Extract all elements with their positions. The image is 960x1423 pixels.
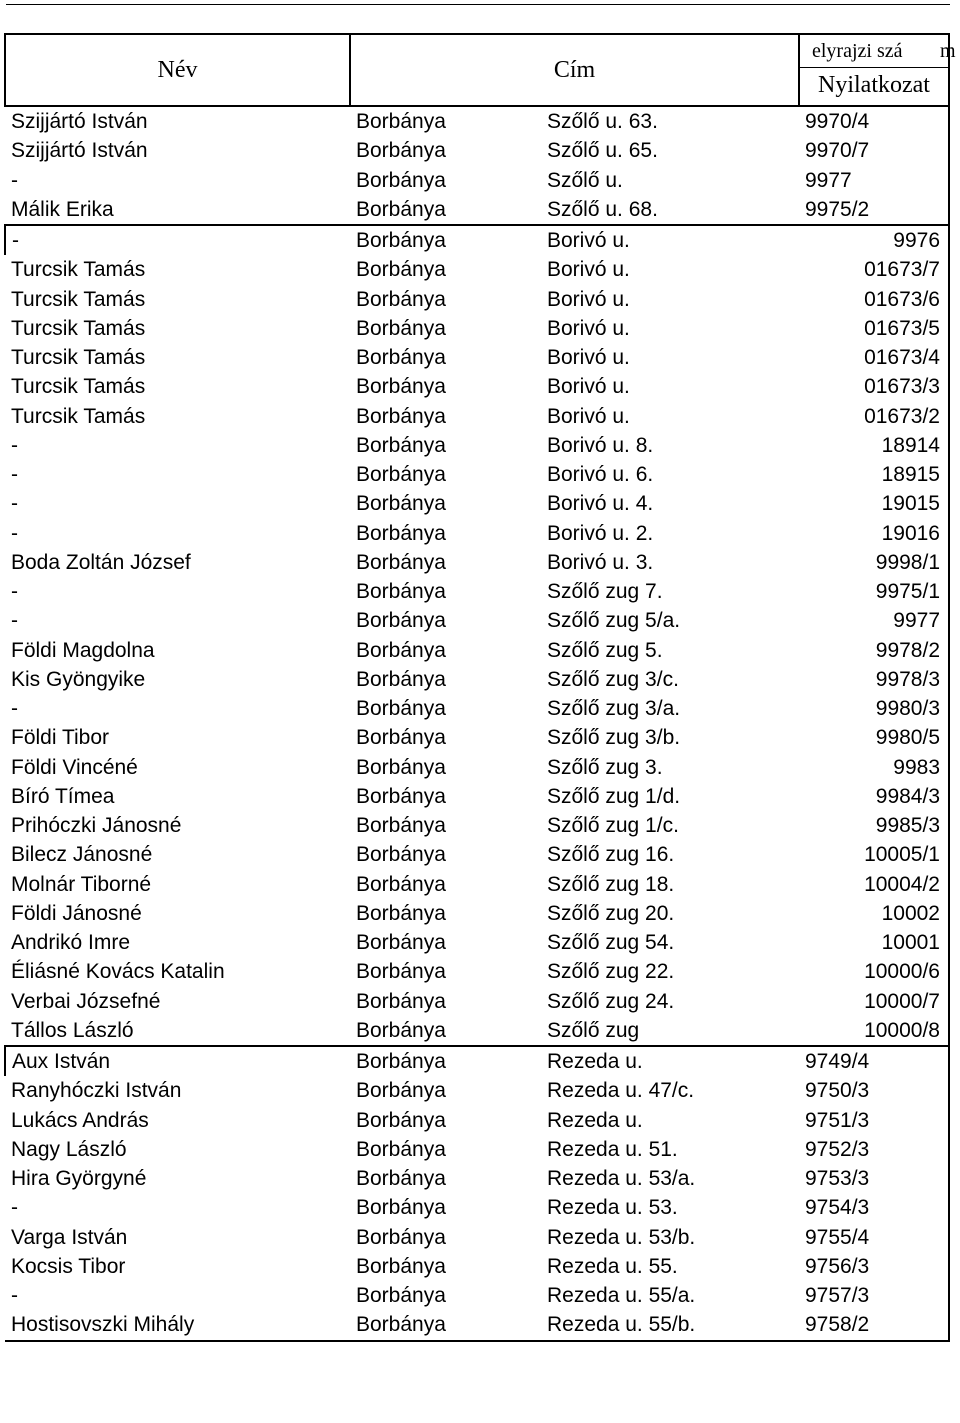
cell-lot: 01673/2 <box>799 402 949 431</box>
cell-name: Boda Zoltán József <box>11 550 191 574</box>
cell-name: Turcsik Tamás <box>11 375 146 399</box>
table-row <box>5 343 949 372</box>
table-body <box>5 106 949 1341</box>
cell-city: Borbánya <box>356 1196 446 1220</box>
cell-street: Rezeda u. 47/c. <box>547 1079 695 1103</box>
cell-name: Verbai Józsefné <box>11 989 161 1013</box>
top-rule <box>6 4 950 5</box>
cell-name: - <box>5 225 350 255</box>
cell-city: Borbánya <box>356 755 446 779</box>
cell-street: Szőlő zug 22. <box>547 960 675 984</box>
cell-street: Borivó u. <box>547 375 630 399</box>
table-row <box>5 606 949 635</box>
table-row <box>5 166 949 195</box>
table-row <box>5 548 949 577</box>
cell-name: Málik Erika <box>11 197 114 221</box>
cell-city: Borbánya <box>356 521 446 545</box>
table-row <box>5 136 949 165</box>
cell-lot: 9983 <box>799 753 949 782</box>
cell-name: Ranyhóczki István <box>11 1079 182 1103</box>
cell-lot: 9977 <box>799 606 949 635</box>
cell-lot: 9976 <box>799 225 949 255</box>
header-lot-declaration <box>799 34 956 106</box>
cell-city: Borbánya <box>356 814 446 838</box>
cell-lot: 9753/3 <box>799 1164 949 1193</box>
table-row <box>5 870 949 899</box>
cell-city: Borbánya <box>356 726 446 750</box>
cell-city: Borbánya <box>356 960 446 984</box>
cell-name: Lukács András <box>11 1108 149 1132</box>
cell-street: Szőlő zug 5. <box>547 638 663 662</box>
table-row <box>5 1193 949 1222</box>
header-lot-number-text: elyrajzi szá <box>812 40 903 62</box>
cell-street: Szőlő u. <box>547 168 623 192</box>
cell-city: Borbánya <box>356 375 446 399</box>
cell-city: Borbánya <box>356 346 446 370</box>
cell-city: Borbánya <box>356 1108 446 1132</box>
cell-street: Borivó u. 6. <box>547 463 654 487</box>
header-lot-number-tail: m <box>940 40 956 62</box>
table-row <box>5 899 949 928</box>
cell-street: Szőlő u. 65. <box>547 139 658 163</box>
cell-name: Földi Jánosné <box>11 901 142 925</box>
cell-name: Kocsis Tibor <box>11 1254 126 1278</box>
table-row <box>5 577 949 606</box>
cell-name: Bilecz Jánosné <box>11 843 153 867</box>
table-row <box>5 460 949 489</box>
cell-lot: 9754/3 <box>799 1193 949 1222</box>
table-row <box>5 665 949 694</box>
cell-name: Aux István <box>5 1046 350 1076</box>
cell-lot: 9998/1 <box>799 548 949 577</box>
cell-street: Szőlő zug 3/a. <box>547 697 681 721</box>
cell-city: Borbánya <box>356 1137 446 1161</box>
cell-street: Szőlő zug 1/d. <box>547 784 681 808</box>
cell-city: Borbánya <box>356 697 446 721</box>
cell-name: - <box>11 580 18 604</box>
table-row <box>5 957 949 986</box>
cell-city: Borbánya <box>356 168 446 192</box>
cell-street: Borivó u. 4. <box>547 492 654 516</box>
cell-city: Borbánya <box>356 1079 446 1103</box>
cell-street: Rezeda u. 53/a. <box>547 1167 696 1191</box>
cell-street: Borivó u. <box>547 258 630 282</box>
cell-lot: 18915 <box>799 460 949 489</box>
cell-name: Varga István <box>11 1225 128 1249</box>
cell-lot: 01673/7 <box>799 255 949 284</box>
cell-street: Szőlő zug 3/c. <box>547 667 679 691</box>
cell-lot: 10000/7 <box>799 987 949 1016</box>
cell-street: Rezeda u. <box>547 1108 643 1132</box>
cell-name: Szijjártó István <box>11 110 148 134</box>
cell-lot: 10005/1 <box>799 840 949 869</box>
cell-lot: 9750/3 <box>799 1076 949 1105</box>
cell-city: Borbánya <box>356 1018 446 1042</box>
cell-city: Borbánya <box>356 139 446 163</box>
table-row <box>5 928 949 957</box>
cell-lot: 9970/7 <box>799 136 949 165</box>
cell-city: Borbánya <box>356 110 446 134</box>
cell-name: Andrikó Imre <box>11 931 131 955</box>
cell-name: - <box>11 697 18 721</box>
cell-lot: 9752/3 <box>799 1135 949 1164</box>
table-row <box>5 372 949 401</box>
table-row <box>5 402 949 431</box>
cell-city: Borbánya <box>356 433 446 457</box>
cell-lot: 10004/2 <box>799 870 949 899</box>
cell-city: Borbánya <box>350 225 541 255</box>
cell-city: Borbánya <box>356 872 446 896</box>
cell-name: - <box>11 463 18 487</box>
table-header <box>5 34 956 106</box>
cell-name: Nagy László <box>11 1137 127 1161</box>
cell-street: Szőlő zug 18. <box>547 872 675 896</box>
cell-lot: 19015 <box>799 489 949 518</box>
cell-name: Földi Tibor <box>11 726 110 750</box>
cell-city: Borbánya <box>356 197 446 221</box>
table-row <box>5 255 949 284</box>
cell-city: Borbánya <box>356 931 446 955</box>
cell-lot: 9980/3 <box>799 694 949 723</box>
cell-lot: 19016 <box>799 519 949 548</box>
cell-name: Szijjártó István <box>11 139 148 163</box>
cell-city: Borbánya <box>356 580 446 604</box>
cell-lot: 18914 <box>799 431 949 460</box>
table-row <box>5 694 949 723</box>
cell-lot: 01673/3 <box>799 372 949 401</box>
cell-city: Borbánya <box>356 492 446 516</box>
cell-street: Borivó u. 8. <box>547 433 654 457</box>
cell-name: Tállos László <box>11 1018 134 1042</box>
cell-lot: 9970/4 <box>799 106 949 136</box>
header-declaration: Nyilatkozat <box>800 67 948 102</box>
cell-street: Szőlő zug 7. <box>547 580 663 604</box>
cell-street: Borivó u. <box>547 346 630 370</box>
cell-name: Földi Vincéné <box>11 755 138 779</box>
declaration-table <box>4 33 956 1342</box>
cell-lot: 10000/6 <box>799 957 949 986</box>
cell-name: - <box>11 609 18 633</box>
cell-street: Borivó u. <box>547 404 630 428</box>
cell-name: Prihóczki Jánosné <box>11 814 182 838</box>
cell-name: Turcsik Tamás <box>11 404 146 428</box>
table-row <box>5 285 949 314</box>
cell-lot: 9755/4 <box>799 1223 949 1252</box>
cell-name: Turcsik Tamás <box>11 316 146 340</box>
cell-city: Borbánya <box>356 638 446 662</box>
cell-city: Borbánya <box>350 1046 541 1076</box>
cell-street: Szőlő zug 54. <box>547 931 675 955</box>
cell-street: Szőlő zug 16. <box>547 843 675 867</box>
cell-city: Borbánya <box>350 1310 541 1340</box>
table-row <box>5 106 949 136</box>
cell-street: Borivó u. 3. <box>547 550 654 574</box>
cell-street: Rezeda u. 55. <box>547 1254 678 1278</box>
cell-name: Hira Györgyné <box>11 1167 147 1191</box>
table-row <box>5 636 949 665</box>
cell-lot: 10002 <box>799 899 949 928</box>
cell-street: Szőlő u. 68. <box>547 197 658 221</box>
cell-city: Borbánya <box>356 1167 446 1191</box>
cell-lot: 9757/3 <box>799 1281 949 1310</box>
table-row <box>5 195 949 225</box>
table-row <box>5 1106 949 1135</box>
cell-lot: 01673/6 <box>799 285 949 314</box>
table-row <box>5 1076 949 1105</box>
cell-street: Rezeda u. <box>541 1046 799 1076</box>
cell-city: Borbánya <box>356 609 446 633</box>
cell-lot: 9975/1 <box>799 577 949 606</box>
cell-lot: 9978/3 <box>799 665 949 694</box>
cell-lot: 9980/5 <box>799 723 949 752</box>
cell-name: - <box>11 433 18 457</box>
cell-lot: 9985/3 <box>799 811 949 840</box>
cell-city: Borbánya <box>356 550 446 574</box>
table-row <box>5 753 949 782</box>
cell-street: Rezeda u. 53. <box>547 1196 678 1220</box>
table-row <box>5 840 949 869</box>
cell-street: Borivó u. <box>547 316 630 340</box>
cell-lot: 10001 <box>799 928 949 957</box>
cell-name: - <box>11 492 18 516</box>
cell-lot: 9975/2 <box>799 195 949 225</box>
cell-name: Molnár Tiborné <box>11 872 152 896</box>
cell-street: Szőlő zug 3/b. <box>547 726 681 750</box>
cell-city: Borbánya <box>356 404 446 428</box>
cell-name: Turcsik Tamás <box>11 258 146 282</box>
cell-city: Borbánya <box>356 463 446 487</box>
cell-lot: 01673/5 <box>799 314 949 343</box>
cell-street: Rezeda u. 51. <box>547 1137 678 1161</box>
cell-street: Rezeda u. 53/b. <box>547 1225 696 1249</box>
cell-street: Szőlő u. 63. <box>547 110 658 134</box>
cell-street: Borivó u. 2. <box>547 521 654 545</box>
table-row <box>5 723 949 752</box>
cell-city: Borbánya <box>356 843 446 867</box>
cell-lot: 9751/3 <box>799 1106 949 1135</box>
cell-lot: 10000/8 <box>799 1016 949 1046</box>
cell-lot: 9756/3 <box>799 1252 949 1281</box>
cell-name: Kis Gyöngyike <box>11 667 146 691</box>
cell-name: Földi Magdolna <box>11 638 155 662</box>
table-row <box>5 1164 949 1193</box>
cell-street: Szőlő zug 3. <box>547 755 663 779</box>
table-row <box>5 1281 949 1310</box>
cell-street: Borivó u. <box>547 287 630 311</box>
table-row <box>5 225 949 255</box>
cell-city: Borbánya <box>356 258 446 282</box>
cell-name: Turcsik Tamás <box>11 346 146 370</box>
table-row <box>5 489 949 518</box>
cell-lot: 9978/2 <box>799 636 949 665</box>
cell-city: Borbánya <box>356 316 446 340</box>
header-lot-number <box>800 35 956 67</box>
cell-name: - <box>11 168 18 192</box>
cell-name: Bíró Tímea <box>11 784 115 808</box>
table-row <box>5 987 949 1016</box>
table-row <box>5 1016 949 1046</box>
cell-lot: 01673/4 <box>799 343 949 372</box>
cell-name: Hostisovszki Mihály <box>5 1310 350 1340</box>
cell-street: Borivó u. <box>541 225 799 255</box>
cell-city: Borbánya <box>356 1254 446 1278</box>
cell-name: Turcsik Tamás <box>11 287 146 311</box>
table-row <box>5 431 949 460</box>
header-name: Név <box>5 34 350 106</box>
cell-name: - <box>11 1284 18 1308</box>
header-address: Cím <box>350 34 799 106</box>
table-row <box>5 782 949 811</box>
cell-street: Rezeda u. 55/b. <box>541 1310 799 1340</box>
cell-name: Éliásné Kovács Katalin <box>11 960 225 984</box>
cell-city: Borbánya <box>356 784 446 808</box>
cell-city: Borbánya <box>356 1225 446 1249</box>
cell-city: Borbánya <box>356 287 446 311</box>
table-row <box>5 811 949 840</box>
table-row <box>5 1252 949 1281</box>
cell-city: Borbánya <box>356 667 446 691</box>
cell-street: Szőlő zug 20. <box>547 901 675 925</box>
cell-city: Borbánya <box>356 1284 446 1308</box>
cell-lot: 9749/4 <box>799 1046 949 1076</box>
cell-city: Borbánya <box>356 901 446 925</box>
cell-street: Szőlő zug 24. <box>547 989 675 1013</box>
cell-lot: 9984/3 <box>799 782 949 811</box>
cell-lot: 9977 <box>799 166 949 195</box>
table-row <box>5 1223 949 1252</box>
cell-name: - <box>11 1196 18 1220</box>
cell-street: Szőlő zug <box>547 1018 640 1042</box>
table-row <box>5 1046 949 1076</box>
cell-city: Borbánya <box>356 989 446 1013</box>
table-row <box>5 519 949 548</box>
cell-street: Rezeda u. 55/a. <box>547 1284 696 1308</box>
cell-lot: 9758/2 <box>799 1310 949 1340</box>
cell-name: - <box>11 521 18 545</box>
cell-street: Szőlő zug 1/c. <box>547 814 679 838</box>
table-row <box>5 1310 949 1340</box>
table-row <box>5 1135 949 1164</box>
cell-street: Szőlő zug 5/a. <box>547 609 681 633</box>
table-row <box>5 314 949 343</box>
